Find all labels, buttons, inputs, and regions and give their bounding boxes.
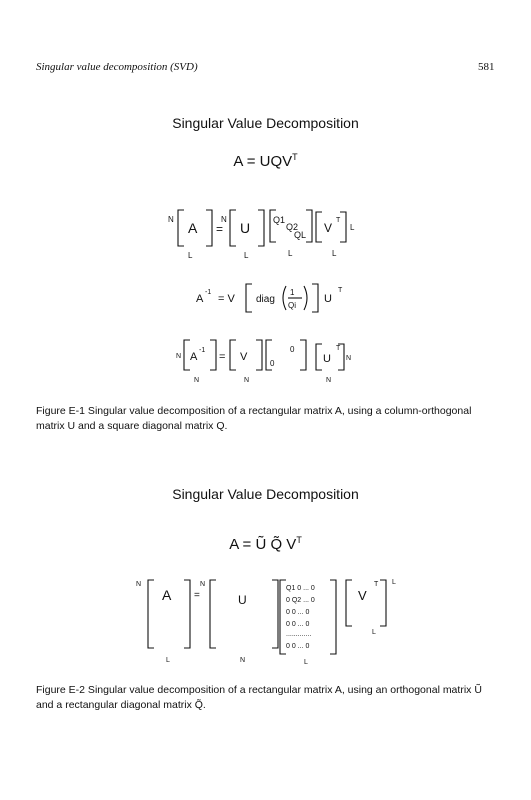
equals-sign: = bbox=[216, 222, 224, 236]
fig2-dim-N: N bbox=[136, 581, 142, 588]
inverse-rhs-V: = V bbox=[218, 293, 235, 305]
fig2-dim-L: L bbox=[166, 657, 170, 664]
fig2-dim-L-2: L bbox=[304, 659, 308, 666]
fig2-U-bracket-right bbox=[272, 580, 278, 648]
inv-diag-bracket-right bbox=[300, 340, 306, 370]
inv-diag-zero-bottom: 0 bbox=[270, 359, 275, 368]
matrix-A-inverse: A bbox=[190, 351, 198, 363]
A-bracket-right bbox=[206, 210, 212, 246]
diag-bracket-right bbox=[312, 284, 318, 312]
inv-V-bracket-left bbox=[230, 340, 236, 370]
V-sup-T: T bbox=[336, 217, 341, 224]
dim-L-label-2: L bbox=[244, 251, 249, 260]
inv-dim-N-5: N bbox=[326, 377, 332, 384]
A-bracket-left bbox=[178, 210, 184, 246]
inv-diag-zero-top: 0 bbox=[290, 345, 295, 354]
inv-V-bracket-right bbox=[256, 340, 262, 370]
diag-paren-left bbox=[283, 286, 286, 310]
U-bracket-right bbox=[258, 210, 264, 246]
V-bracket-right bbox=[340, 212, 346, 242]
figure1-inverse-equation bbox=[0, 278, 531, 318]
fig2-dim-L-3: L bbox=[392, 579, 396, 586]
figure1-svd-diagram bbox=[0, 200, 531, 270]
inv-dim-N-4: N bbox=[244, 377, 250, 384]
inv-dim-N: N bbox=[176, 353, 182, 360]
fig2-U-bracket-left bbox=[210, 580, 216, 648]
figure2-equation-text: A = Ũ Q̃ V bbox=[229, 536, 297, 553]
fig2-Q-bracket-right bbox=[330, 580, 336, 654]
matrix-A: A bbox=[188, 220, 198, 236]
fig2-matrix-V: V bbox=[358, 588, 367, 603]
Q-bracket-right bbox=[306, 210, 312, 242]
fig2-dim-L-4: L bbox=[372, 629, 376, 636]
inv-U-sup-T: T bbox=[336, 345, 341, 352]
V-bracket-left bbox=[316, 212, 322, 242]
fig2-dim-N-3: N bbox=[240, 657, 246, 664]
fig2-q-row-6: 0 0 ... 0 bbox=[286, 643, 310, 650]
figure1-title: Singular Value Decomposition bbox=[172, 115, 359, 131]
inverse-U: U bbox=[324, 293, 332, 305]
dim-N-label-2: N bbox=[221, 215, 227, 224]
fig2-equals: = bbox=[194, 590, 200, 601]
inverse-lhs: A bbox=[196, 293, 204, 305]
figure1-equation-text: A = UQV bbox=[233, 153, 293, 170]
dim-N-label: N bbox=[168, 215, 174, 224]
figure1-equation-sup: T bbox=[292, 152, 298, 162]
page-number: 581 bbox=[478, 61, 495, 73]
inv-dim-N-2: N bbox=[346, 355, 352, 362]
figure1-inverse-diagram bbox=[0, 332, 531, 387]
dim-L-label-3: L bbox=[288, 249, 293, 258]
inv-matrix-V: V bbox=[240, 351, 248, 363]
inverse-lhs-sup: -1 bbox=[205, 289, 212, 296]
diag-label: diag bbox=[256, 294, 275, 305]
dim-L-label-5: L bbox=[332, 249, 337, 258]
fig2-matrix-U: U bbox=[238, 593, 247, 607]
fig2-A-bracket-left bbox=[148, 580, 154, 648]
inv-U-bracket-left bbox=[316, 344, 322, 370]
inv-matrix-U: U bbox=[323, 353, 331, 365]
figure1-caption: Figure E-1 Singular value decomposition of a rectangular matrix A, using a column-orthogonal matrix U and a square diagonal matrix Q. bbox=[36, 405, 472, 432]
figure1-equation bbox=[0, 152, 531, 170]
inverse-U-sup: T bbox=[338, 287, 343, 294]
q1-entry: Q1 bbox=[273, 215, 286, 225]
fig2-dim-N-2: N bbox=[200, 581, 206, 588]
frac-numerator: 1 bbox=[290, 288, 295, 297]
inv-equals: = bbox=[219, 351, 226, 363]
figure2-svd-diagram bbox=[0, 570, 531, 670]
figure2-caption: Figure E-2 Singular value decomposition of a rectangular matrix A, using an orthogonal matrix Ũ and a rectangular diagonal matrix Q̃. bbox=[36, 684, 482, 711]
fig2-A-bracket-right bbox=[184, 580, 190, 648]
fig2-q-row-4: 0 0 ... 0 bbox=[286, 621, 310, 628]
U-bracket-left bbox=[230, 210, 236, 246]
figure2-equation bbox=[0, 535, 531, 553]
fig2-q-row-2: 0 Q2 ... 0 bbox=[286, 597, 315, 604]
fig2-V-bracket-right bbox=[380, 580, 386, 626]
running-header: Singular value decomposition (SVD) bbox=[36, 61, 198, 73]
fig2-V-sup-T: T bbox=[374, 581, 379, 588]
fig2-V-bracket-left bbox=[346, 580, 352, 626]
figure2-equation-sup: T bbox=[296, 535, 302, 545]
inv-dim-N-3: N bbox=[194, 377, 200, 384]
dim-L-label: L bbox=[188, 251, 193, 260]
fig2-q-row-3: 0 0 ... 0 bbox=[286, 609, 310, 616]
q2-entry: Q2 bbox=[286, 222, 299, 232]
diag-bracket-left bbox=[246, 284, 252, 312]
dim-L-label-4: L bbox=[350, 223, 355, 232]
matrix-V: V bbox=[324, 221, 333, 235]
matrix-U: U bbox=[240, 220, 251, 236]
fig2-q-row-1: Q1 0 ... 0 bbox=[286, 585, 315, 592]
diag-paren-right bbox=[304, 286, 307, 310]
frac-denominator: Qi bbox=[288, 301, 296, 310]
qL-entry: QL bbox=[294, 230, 307, 240]
Ainv-bracket-right bbox=[210, 340, 216, 370]
fig2-matrix-A: A bbox=[162, 587, 172, 603]
matrix-A-inverse-sup: -1 bbox=[199, 347, 206, 354]
figure2-title: Singular Value Decomposition bbox=[172, 486, 359, 502]
fig2-q-row-5: ............. bbox=[286, 631, 312, 638]
